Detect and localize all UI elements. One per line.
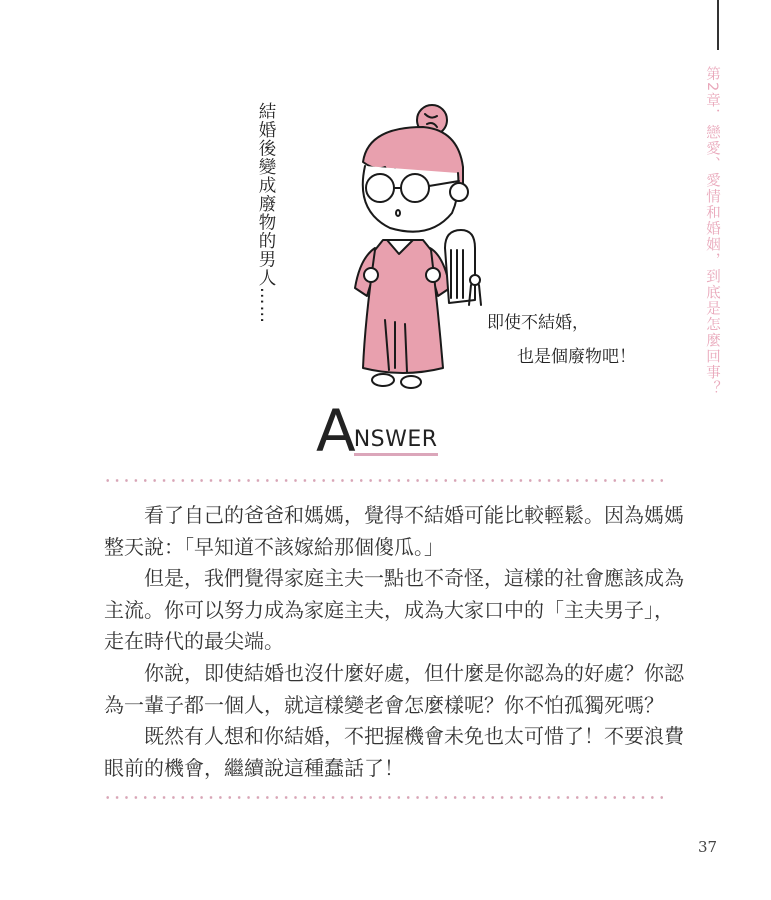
page-number: 37	[698, 838, 718, 856]
girl-illustration	[335, 100, 485, 395]
body-line: 走在時代的最尖端。	[104, 629, 284, 654]
answer-initial: A	[316, 397, 356, 465]
dotted-divider-top	[103, 479, 669, 482]
answer-heading	[316, 397, 438, 465]
body-line: 眼前的機會，繼續說這種蠢話了！	[104, 755, 404, 780]
body-line: 你說，即使結婚也沒什麼好處，但什麼是你認為的好處？你認	[104, 660, 684, 685]
running-header: 第2章．戀愛、愛情和婚姻，到底是怎麼回事？	[704, 66, 720, 397]
answer-rest: NSWER	[354, 427, 438, 456]
header-rule	[717, 0, 719, 50]
body-line: 為一輩子都一個人，就這樣變老會怎麼樣呢？你不怕孤獨死嗎？	[104, 692, 664, 717]
answer-body	[104, 500, 684, 784]
body-line: 看了自己的爸爸和媽媽，覺得不結婚可能比較輕鬆。因為媽媽	[104, 503, 684, 527]
body-line: 既然有人想和你結婚，不把握機會未免也太可惜了！不要浪費	[104, 724, 684, 749]
dotted-divider-bottom	[103, 796, 669, 799]
speech-line-2: 也是個廢物吧！	[517, 347, 636, 367]
illustration-caption: 結婚後變成廢物的男人……	[256, 102, 276, 324]
body-line: 但是，我們覺得家庭主夫一點也不奇怪，這樣的社會應該成為	[104, 566, 684, 591]
body-line: 主流。你可以努力成為家庭主夫，成為大家口中的「主夫男子」，	[104, 597, 674, 622]
speech-line-1: 即使不結婚，	[487, 313, 589, 333]
body-line: 整天說：「早知道不該嫁給那個傻瓜。」	[104, 534, 444, 559]
